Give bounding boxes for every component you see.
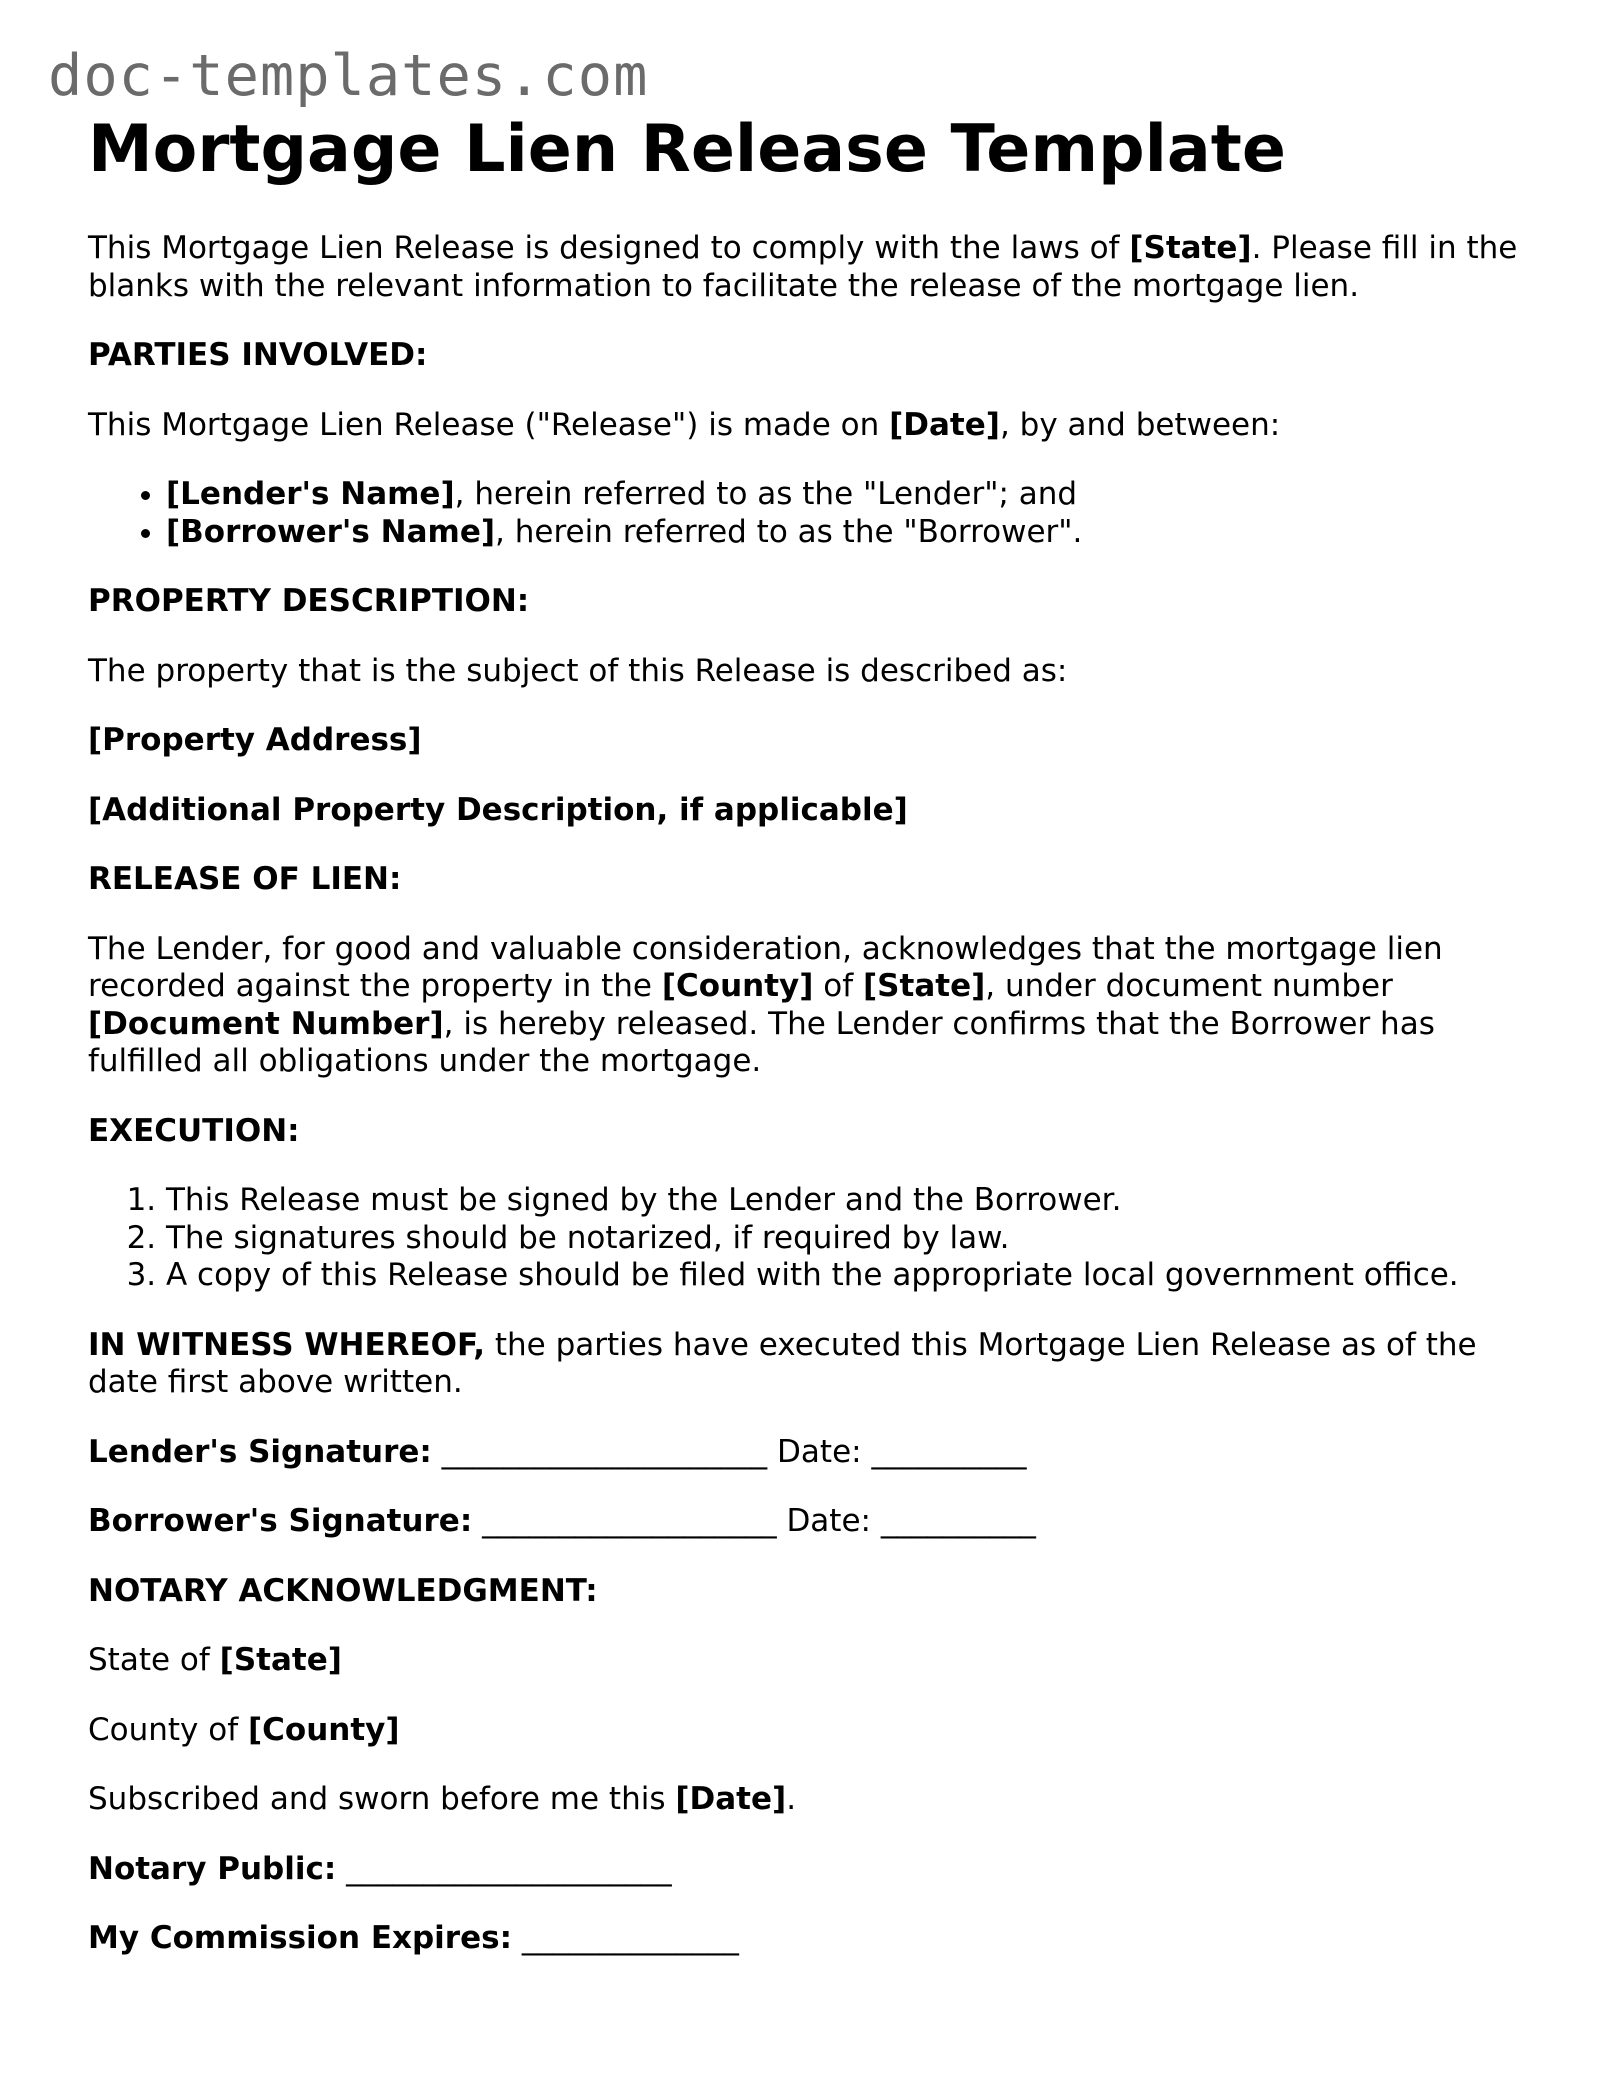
- document-body: [88, 230, 1528, 1958]
- execution-list: [88, 1182, 1528, 1295]
- lender-item-text: , herein referred to as the "Lender"; and: [454, 476, 1078, 512]
- witness-bold: IN WITNESS WHEREOF,: [88, 1326, 486, 1363]
- parties-text-prefix: This Mortgage Lien Release ("Release") is made on: [88, 406, 890, 443]
- notary-public-blank: _____________________: [336, 1850, 672, 1887]
- release-state-placeholder: [State]: [863, 968, 986, 1004]
- release-county-placeholder: [County]: [661, 968, 814, 1004]
- property-heading: PROPERTY DESCRIPTION:: [88, 583, 530, 619]
- notary-county-placeholder: [County]: [248, 1711, 400, 1748]
- borrower-signature-blank: ___________________: [472, 1503, 787, 1539]
- borrower-name-placeholder: [Borrower's Name]: [166, 513, 496, 550]
- borrower-signature-line: [88, 1503, 1528, 1541]
- lender-signature-line: [88, 1434, 1528, 1472]
- intro-paragraph: [88, 230, 1528, 305]
- borrower-date-blank: __________: [870, 1503, 1036, 1539]
- release-text-2: of: [813, 968, 864, 1004]
- notary-state-placeholder: [State]: [219, 1642, 342, 1678]
- notary-public-label: Notary Public:: [88, 1850, 337, 1887]
- witness-paragraph: [88, 1327, 1528, 1402]
- commission-expires-line: [88, 1920, 1528, 1958]
- borrower-signature-label: Borrower's Signature:: [88, 1503, 473, 1539]
- release-paragraph: [88, 931, 1528, 1081]
- borrower-item-text: , herein referred to as the "Borrower".: [495, 513, 1083, 550]
- parties-text-suffix: , by and between:: [999, 406, 1281, 443]
- notary-sworn-suffix: .: [786, 1781, 797, 1817]
- intro-prefix: This Mortgage Lien Release is designed to comply with the laws of: [88, 230, 1130, 266]
- list-item: [166, 514, 1528, 552]
- release-heading: RELEASE OF LIEN:: [88, 861, 402, 897]
- list-item: 1. This Release must be signed by the Lender and the Borrower.: [166, 1182, 1528, 1220]
- intro-state-placeholder: [State]: [1129, 230, 1252, 266]
- notary-sworn-date-placeholder: [Date]: [675, 1781, 787, 1817]
- lender-date-blank: __________: [861, 1433, 1027, 1470]
- notary-sworn-line: [88, 1781, 1528, 1819]
- commission-expires-label: My Commission Expires:: [88, 1920, 512, 1956]
- lender-date-label: Date:: [777, 1433, 862, 1470]
- notary-heading: NOTARY ACKNOWLEDGMENT:: [88, 1572, 598, 1609]
- execution-heading: EXECUTION:: [88, 1112, 300, 1149]
- notary-sworn-prefix: Subscribed and sworn before me this: [88, 1781, 676, 1817]
- release-document-number-placeholder: [Document Number]: [88, 1005, 444, 1042]
- notary-public-line: [88, 1851, 1528, 1889]
- notary-state-prefix: State of: [88, 1642, 220, 1678]
- release-text-4: , is hereby released. The Lender confirms that the Borrower has fulfilled all obligations under the mortgage.: [88, 1005, 1435, 1079]
- parties-date-placeholder: [Date]: [889, 406, 1000, 443]
- property-additional-placeholder: [Additional Property Description, if applicable]: [88, 791, 908, 828]
- lender-signature-blank: _____________________: [431, 1433, 778, 1470]
- release-text-1: The Lender, for good and valuable consideration, acknowledges that the mortgage lien recorded against the property in the: [88, 930, 1443, 1004]
- commission-expires-blank: ______________: [511, 1920, 739, 1956]
- lender-name-placeholder: [Lender's Name]: [166, 476, 455, 512]
- borrower-date-label: Date:: [786, 1503, 871, 1539]
- lender-signature-label: Lender's Signature:: [88, 1433, 432, 1470]
- notary-county-line: [88, 1712, 1528, 1750]
- parties-list: [88, 476, 1528, 551]
- witness-text: the parties have executed this Mortgage Lien Release as of the date first above written.: [88, 1326, 1477, 1400]
- release-text-3: , under document number: [985, 968, 1393, 1004]
- intro-suffix: . Please fill in the blanks with the relevant information to facilitate the release of the mortgage lien.: [88, 230, 1518, 304]
- parties-heading: PARTIES INVOLVED:: [88, 337, 428, 373]
- list-item: [166, 476, 1528, 514]
- page-title: Mortgage Lien Release Template: [88, 112, 1286, 187]
- document-page: [88, 112, 1528, 1990]
- list-item: 3. A copy of this Release should be filed with the appropriate local government office.: [166, 1257, 1528, 1295]
- property-text: The property that is the subject of this Release is described as:: [88, 652, 1068, 689]
- notary-state-line: [88, 1642, 1528, 1680]
- notary-county-prefix: County of: [88, 1711, 248, 1748]
- watermark: doc-templates.com: [48, 43, 649, 109]
- property-address-placeholder: [Property Address]: [88, 722, 422, 758]
- parties-paragraph: [88, 407, 1528, 445]
- list-item: 2. The signatures should be notarized, if required by law.: [166, 1220, 1528, 1258]
